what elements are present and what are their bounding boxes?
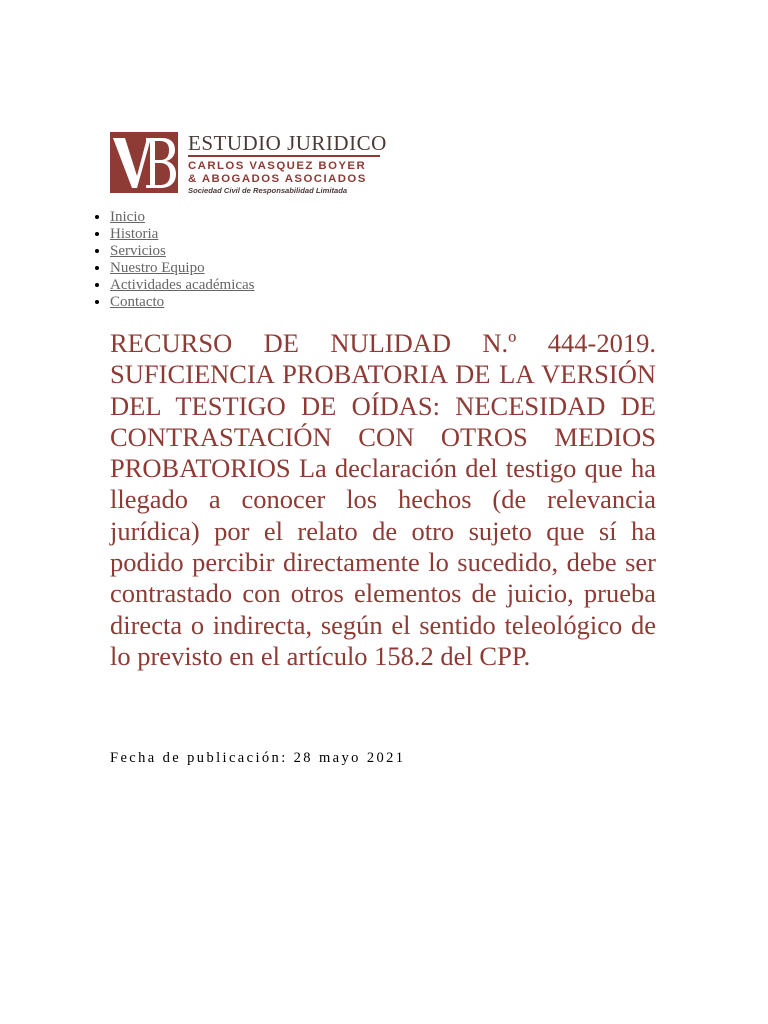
nav-link-servicios[interactable]: Servicios (110, 243, 166, 259)
article-headline: RECURSO DE NULIDAD N.º 444-2019. SUFICIENCIA PROBATORIA DE LA VERSIÓN DEL TESTIGO DE OÍDAS: NECESIDAD DE CONTRASTACIÓN CON OTROS MEDIOS PROBATORIOS (110, 328, 656, 484)
nav-item-inicio (110, 209, 255, 226)
nav-item-actividades-academicas (110, 277, 255, 294)
nav-link-contacto[interactable]: Contacto (110, 294, 165, 310)
logo-text-block (188, 131, 387, 196)
vb-monogram-icon (110, 132, 178, 193)
publication-date-label: Fecha de publicación: 28 mayo 2021 (110, 750, 406, 766)
nav-item-historia (110, 226, 255, 243)
nav-item-servicios (110, 243, 255, 260)
logo-firm-name-line2: & ABOGADOS ASOCIADOS (188, 172, 367, 185)
nav-link-actividades-academicas[interactable]: Actividades académicas (110, 277, 255, 293)
logo-firm-name-line1: CARLOS VASQUEZ BOYER (188, 160, 367, 172)
publication-date (110, 750, 405, 767)
nav-link-inicio[interactable]: Inicio (110, 209, 145, 225)
vb-monogram-logo (110, 132, 178, 193)
logo-title: ESTUDIO JURIDICO (188, 131, 387, 155)
logo-tagline: Sociedad Civil de Responsabilidad Limitada (188, 186, 348, 195)
main-navigation (70, 209, 255, 311)
nav-link-historia[interactable]: Historia (110, 226, 159, 242)
nav-link-nuestro-equipo[interactable]: Nuestro Equipo (110, 260, 205, 276)
article-body: La declaración del testigo que ha llegado a conocer los hechos (de relevancia jurídica) por el relato de otro sujeto que sí ha podido percibir directamente lo sucedido, debe ser contrastado con otros elementos de juicio, prueba directa o indirecta, según el sentido teleológico de lo previsto en el artículo 158.2 del CPP. (110, 453, 656, 671)
article-text (110, 328, 656, 672)
nav-item-contacto (110, 294, 255, 311)
nav-item-nuestro-equipo (110, 260, 255, 277)
firm-logo[interactable] (110, 131, 387, 195)
